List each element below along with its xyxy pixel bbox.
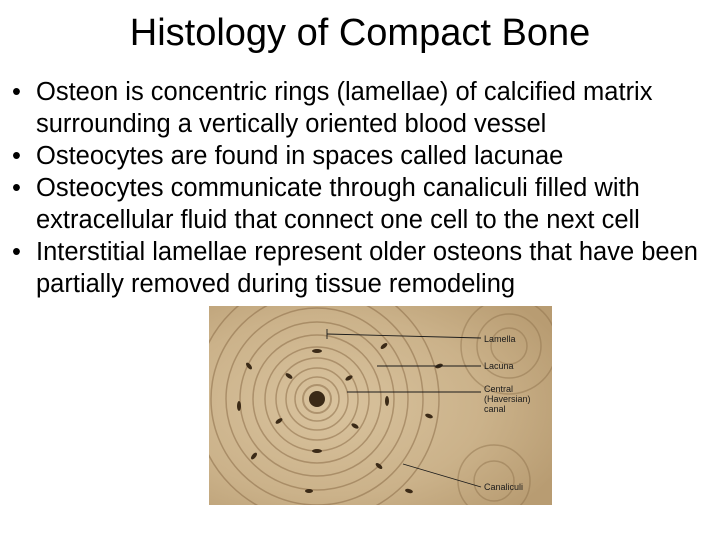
label-central: Central	[484, 384, 514, 394]
bullet-item	[12, 140, 712, 172]
bullet-marker: •	[12, 238, 21, 266]
label-haversian: (Haversian)	[484, 394, 531, 404]
bullet-marker: •	[12, 174, 21, 202]
label-canal: canal	[484, 404, 506, 414]
bullet-text: Osteocytes are found in spaces called lacunae	[36, 142, 564, 170]
bullet-marker: •	[12, 142, 21, 170]
label-canaliculi: Canaliculi	[484, 482, 524, 492]
bone-micrograph	[209, 306, 552, 505]
bullet-item	[12, 172, 712, 236]
slide-title: Histology of Compact Bone	[129, 12, 591, 54]
bullet-marker: •	[12, 78, 21, 106]
bullet-item	[12, 76, 712, 140]
label-lamella: Lamella	[484, 334, 516, 344]
bullet-list	[12, 76, 712, 300]
bullet-text: Osteocytes communicate through canaliculi filled with extracellular fluid that connect one cell to the next cell	[36, 174, 640, 234]
bullet-text: Interstitial lamellae represent older osteons that have been partially removed during tissue remodeling	[36, 238, 698, 298]
bullet-item	[12, 236, 712, 300]
central-canal-shape	[309, 391, 325, 407]
label-lacuna: Lacuna	[484, 361, 514, 371]
bullet-text: Osteon is concentric rings (lamellae) of calcified matrix surrounding a vertically oriented blood vessel	[36, 78, 653, 138]
